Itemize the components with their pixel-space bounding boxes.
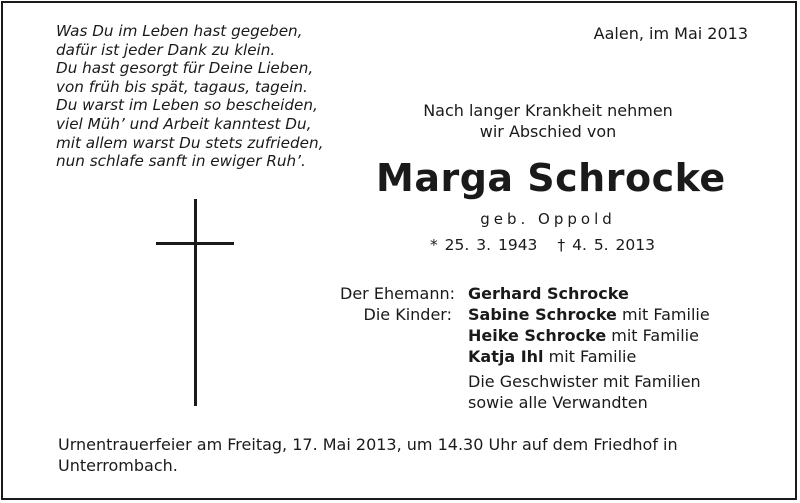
intro-text xyxy=(388,100,708,142)
poem-line: viel Müh’ und Arbeit kanntest Du, xyxy=(56,114,312,133)
children-role: Die Kinder: xyxy=(363,305,452,324)
death-date: † 4. 5. 2013 xyxy=(557,236,655,254)
child-name: Sabine Schrocke xyxy=(468,305,617,324)
poem-line: mit allem warst Du stets zufrieden, xyxy=(56,133,324,152)
poem-line: Du warst im Leben so bescheiden, xyxy=(56,96,318,115)
cross-icon xyxy=(194,199,197,406)
intro-line: wir Abschied von xyxy=(479,122,617,141)
poem-line: Was Du im Leben hast gegeben, xyxy=(56,22,303,40)
intro-line: Nach langer Krankheit nehmen xyxy=(423,101,673,120)
cross-icon-bar xyxy=(156,242,234,245)
poem-line: nun schlafe sanft in ewiger Ruh’. xyxy=(56,152,306,171)
maiden-name: geb. Oppold xyxy=(480,210,616,228)
funeral-notice: Urnentrauerfeier am Freitag, 17. Mai 2013, um 14.30 Uhr auf dem Friedhof in Unterrombach. xyxy=(58,435,678,475)
poem-line: Du hast gesorgt für Deine Lieben, xyxy=(56,59,314,78)
siblings-line: Die Geschwister mit Familien xyxy=(468,372,701,391)
spouse-role: Der Ehemann: xyxy=(340,284,455,303)
child-suffix: mit Familie xyxy=(616,305,710,324)
place-date: Aalen, im Mai 2013 xyxy=(593,24,748,43)
deceased-name: Marga Schrocke xyxy=(376,156,726,200)
poem-line: von früh bis spät, tagaus, tagein. xyxy=(56,77,308,96)
child-suffix: mit Familie xyxy=(543,347,637,366)
mourners-list xyxy=(340,283,710,413)
life-dates xyxy=(430,236,655,254)
poem-line: dafür ist jeder Dank zu klein. xyxy=(56,40,276,59)
spouse-name: Gerhard Schrocke xyxy=(468,284,629,303)
birth-date: * 25. 3. 1943 xyxy=(430,236,538,254)
child-name: Katja Ihl xyxy=(468,347,544,366)
child-name: Heike Schrocke xyxy=(468,326,607,345)
memorial-poem xyxy=(56,22,346,171)
child-suffix: mit Familie xyxy=(606,326,699,345)
relatives-line: sowie alle Verwandten xyxy=(468,393,648,412)
